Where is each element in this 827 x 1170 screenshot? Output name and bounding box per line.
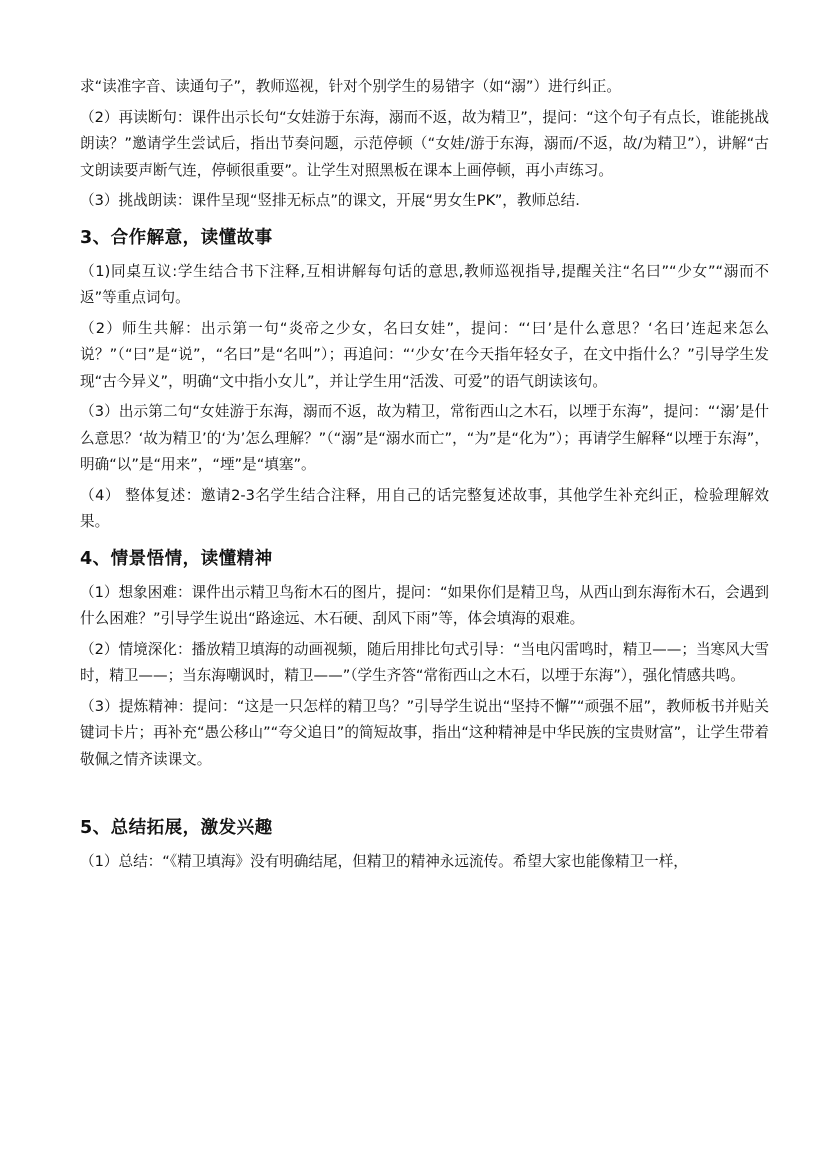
paragraph: （2）情境深化：播放精卫填海的动画视频，随后用排比句式引导：“当电闪雷鸣时，精卫——；当寒风大雪时，精卫——；当东海嘲讽时，精卫——”（学生齐答“常衔西山之木石，以堙于东海”），强化情感共鸣。 [80, 640, 769, 684]
paragraph: （4） 整体复述：邀请2-3名学生结合注释，用自己的话完整复述故事，其他学生补充纠正，检验理解效果。 [80, 486, 769, 530]
section-heading: 4、情景悟情，读懂精神 [80, 548, 273, 569]
paragraph: 求“读准字音、读通句子”，教师巡视，针对个别学生的易错字（如“溺”）进行纠正。 [80, 78, 622, 95]
paragraph: （2）再读断句：课件出示长句“女娃游于东海，溺而不返，故为精卫”，提问：“这个句子有点长，谁能挑战朗读？”邀请学生尝试后，指出节奏问题，示范停顿（“女娃/游于东海，溺而/不返，故/为精卫”），讲解“古文朗读要声断气连，停顿很重要”。让学生对照黑板在课本上画停顿，再小声练习。 [80, 108, 769, 179]
section-heading: 5、总结拓展，激发兴趣 [80, 818, 273, 838]
paragraph: （3）提炼精神：提问：“这是一只怎样的精卫鸟？”引导学生说出“坚持不懈”“顽强不屈”，教师板书并贴关键词卡片；再补充“愚公移山”“夸父追日”的简短故事，指出“这种精神是中华民族的宝贵财富”，让学生带着敬佩之情齐读课文。 [80, 697, 769, 768]
paragraph: （3）挑战朗读：课件呈现“竖排无标点”的课文，开展“男女生PK”，教师总结. [80, 192, 580, 209]
paragraph: （1）总结：“《精卫填海》没有明确结尾，但精卫的精神永远流传。希望大家也能像精卫一样， [80, 853, 688, 870]
paragraph: （2）师生共解：出示第一句“炎帝之少女，名曰女娃”，提问：“‘曰’是什么意思？‘名曰’连起来怎么说？”（“曰”是“说”，“名曰”是“名叫”）；再追问：“‘少女’在今天指年轻女子，在文中指什么？”引导学生发现“古今异义”，明确“文中指小女儿”，并让学生用“活泼、可爱”的语气朗读该句。 [80, 319, 769, 390]
paragraph: （1）想象困难：课件出示精卫鸟衔木石的图片，提问：“如果你们是精卫鸟，从西山到东海衔木石，会遇到什么困难？”引导学生说出“路途远、木石硬、刮风下雨”等，体会填海的艰难。 [80, 583, 769, 627]
paragraph: （1)同桌互议:学生结合书下注释,互相讲解每句话的意思,教师巡视指导,提醒关注“名曰”“少女”“溺而不返”等重点词句。 [80, 262, 769, 306]
section-heading: 3、合作解意，读懂故事 [80, 227, 273, 248]
paragraph: （3）出示第二句“女娃游于东海，溺而不返，故为精卫，常衔西山之木石，以堙于东海”，提问：“‘溺’是什么意思？‘故为精卫’的‘为’怎么理解？”（“溺”是“溺水而亡”，“为”是“化为”）；再请学生解释“以堙于东海”，明确“以”是“用来”，“堙”是“填塞”。 [80, 403, 769, 473]
